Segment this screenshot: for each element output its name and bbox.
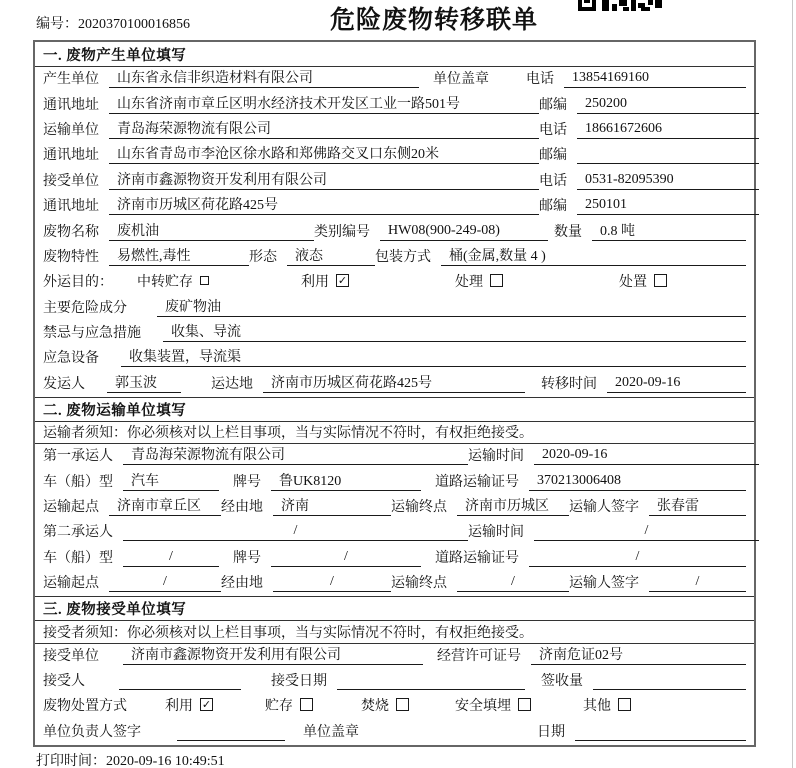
waste-name-value: 废机油 <box>109 220 314 241</box>
row-waste-character <box>35 245 754 270</box>
first-vehicle-type-value: 汽车 <box>123 470 219 491</box>
qr-code-fragment <box>578 0 662 11</box>
transporter-notice-label: 运输者须知： <box>43 426 127 442</box>
second-plate-label: 牌号 <box>233 550 261 566</box>
transport-address-label: 通讯地址 <box>43 148 99 164</box>
signed-qty-value <box>593 672 746 690</box>
receiver-phone-label: 电话 <box>539 173 567 189</box>
producer-phone-label: 电话 <box>526 72 554 88</box>
second-route-via-value: / <box>273 574 391 592</box>
sender-label: 发运人 <box>43 376 85 392</box>
row-first-route <box>35 495 754 520</box>
disposal-other-label: 其他 <box>583 698 611 714</box>
receiver-address-value: 济南市历城区荷花路425号 <box>109 194 539 215</box>
row-receiver-address <box>35 194 754 219</box>
transport-zip-value <box>577 146 759 164</box>
disposal-option-landfill <box>455 695 531 715</box>
print-time-label: 打印时间： <box>36 754 106 768</box>
checkbox-disposal-store <box>300 698 313 711</box>
row-second-carrier <box>35 520 754 545</box>
disposal-landfill-label: 安全填埋 <box>455 698 511 714</box>
receiver-unit-label: 接受单位 <box>43 173 99 189</box>
transfer-purpose-label: 外运目的： <box>43 274 113 290</box>
first-route-via-value: 济南 <box>273 495 391 516</box>
transport-phone-value: 18661672606 <box>577 121 759 139</box>
page-edge-line <box>792 0 793 768</box>
second-transport-time-value: / <box>534 523 759 541</box>
transfer-time-value: 2020-09-16 <box>607 375 746 393</box>
second-road-permit-label: 道路运输证号 <box>435 550 519 566</box>
transporter-notice-text: 你必须核对以上栏目事项，当与实际情况不符时，有权拒绝接受。 <box>127 426 533 442</box>
print-time <box>36 750 225 768</box>
page-title: 危险废物转移联单 <box>330 7 539 34</box>
first-road-permit-value: 370213006408 <box>529 473 746 491</box>
first-plate-label: 牌号 <box>233 474 261 490</box>
accept-date-value <box>337 672 525 690</box>
license-no-value: 济南危证02号 <box>531 644 746 665</box>
disposal-option-other <box>583 695 631 715</box>
row-sender <box>35 371 754 396</box>
receiver-zip-value: 250101 <box>577 197 759 215</box>
first-route-end-label: 运输终点 <box>391 500 447 516</box>
section3-header: 三. 废物接受单位填写 <box>35 596 754 621</box>
purpose-option-treat <box>455 271 503 291</box>
disposal-utilize-label: 利用 <box>165 698 193 714</box>
transport-address-value: 山东省青岛市李沧区徐水路和郑佛路交叉口东侧20米 <box>109 143 539 164</box>
first-route-start-value: 济南市章丘区 <box>109 495 221 516</box>
producer-zip-value: 250200 <box>577 96 759 114</box>
first-carrier-label: 第一承运人 <box>43 449 113 465</box>
producer-zip-label: 邮编 <box>539 97 567 113</box>
transport-phone-label: 电话 <box>539 123 567 139</box>
row-second-vehicle <box>35 545 754 570</box>
second-vehicle-type-value: / <box>123 549 219 567</box>
producer-phone-value: 13854169160 <box>564 70 746 88</box>
producer-address-value: 山东省济南市章丘区明水经济技术开发区工业一路501号 <box>109 93 539 114</box>
section1-header: 一. 废物产生单位填写 <box>35 42 754 67</box>
row-producer-address <box>35 92 754 117</box>
row-transport-unit <box>35 118 754 143</box>
waste-form-label: 形态 <box>249 249 277 265</box>
license-no-label: 经营许可证号 <box>437 648 521 664</box>
waste-qty-value: 0.8 吨 <box>592 220 746 241</box>
second-route-start-value: / <box>109 574 221 592</box>
second-carrier-sign-label: 运输人签字 <box>569 576 639 592</box>
second-transport-time-label: 运输时间 <box>468 525 524 541</box>
second-carrier-sign-value: / <box>649 574 746 592</box>
row-transfer-purpose <box>35 270 754 295</box>
transport-zip-label: 邮编 <box>539 148 567 164</box>
second-vehicle-type-label: 车（船）型 <box>43 550 113 566</box>
first-route-start-label: 运输起点 <box>43 500 99 516</box>
row-waste-name <box>35 219 754 244</box>
first-transport-time-value: 2020-09-16 <box>534 447 759 465</box>
row-hazard-component <box>35 295 754 320</box>
checkbox-utilize: ✓ <box>337 274 348 288</box>
print-time-value: 2020-09-16 10:49:51 <box>106 754 225 768</box>
signed-qty-label: 签收量 <box>541 674 583 690</box>
row-accept-unit <box>35 644 754 669</box>
document-number-label: 编号： <box>36 17 78 32</box>
destination-value: 济南市历城区荷花路425号 <box>263 372 525 393</box>
purpose-dispose-label: 处置 <box>619 274 647 290</box>
disposal-option-incinerate <box>361 695 409 715</box>
receiver-zip-label: 邮编 <box>539 199 567 215</box>
responsible-sign-value <box>177 723 285 741</box>
hazard-component-label: 主要危险成分 <box>43 300 127 316</box>
waste-character-label: 废物特性 <box>43 249 99 265</box>
row-emergency-equipment <box>35 346 754 371</box>
first-transport-time-label: 运输时间 <box>468 449 524 465</box>
sign-date-label: 日期 <box>537 724 565 740</box>
disposal-option-store <box>265 695 313 715</box>
transport-unit-label: 运输单位 <box>43 123 99 139</box>
second-carrier-value: / <box>123 523 468 541</box>
first-carrier-value: 青岛海荣源物流有限公司 <box>123 444 468 465</box>
sign-date-value <box>575 723 746 741</box>
sender-value: 郭玉波 <box>107 372 181 393</box>
section2-header: 二. 废物运输单位填写 <box>35 397 754 422</box>
receiver-address-label: 通讯地址 <box>43 199 99 215</box>
acceptor-notice-text: 你必须核对以上栏目事项，当与实际情况不符时，有权拒绝接受。 <box>127 625 533 641</box>
second-route-end-value: / <box>457 574 569 592</box>
waste-qty-label: 数量 <box>554 224 582 240</box>
first-route-end-value: 济南市历城区 <box>457 495 569 516</box>
checkbox-treat <box>490 274 503 287</box>
checkbox-disposal-landfill <box>518 698 531 711</box>
first-road-permit-label: 道路运输证号 <box>435 474 519 490</box>
first-carrier-sign-value: 张春雷 <box>649 495 746 516</box>
first-carrier-sign-label: 运输人签字 <box>569 500 639 516</box>
row-responsible-signature <box>35 720 754 745</box>
row-first-vehicle <box>35 469 754 494</box>
destination-label: 运达地 <box>211 376 253 392</box>
row-acceptor-notice <box>35 621 754 643</box>
acceptor-value <box>119 672 241 690</box>
emergency-equipment-value: 收集装置，导流渠 <box>121 346 746 367</box>
acceptor-notice-label: 接受者须知： <box>43 625 127 641</box>
taboo-measures-label: 禁忌与应急措施 <box>43 325 141 341</box>
row-transporter-notice <box>35 422 754 444</box>
waste-category-label: 类别编号 <box>314 224 370 240</box>
first-plate-value: 鲁UK8120 <box>271 470 421 491</box>
waste-name-label: 废物名称 <box>43 224 99 240</box>
responsible-sign-label: 单位负责人签字 <box>43 724 141 740</box>
checkbox-disposal-other <box>618 698 631 711</box>
row-taboo-measures <box>35 321 754 346</box>
packing-value: 桶(金属,数量 4 ) <box>441 245 746 266</box>
document-number <box>36 13 190 33</box>
first-route-via-label: 经由地 <box>221 500 263 516</box>
row-transport-address <box>35 143 754 168</box>
transfer-time-label: 转移时间 <box>541 376 597 392</box>
first-vehicle-type-label: 车（船）型 <box>43 474 113 490</box>
accept-unit-label: 接受单位 <box>43 648 99 664</box>
producer-unit-value: 山东省永信非织造材料有限公司 <box>109 67 419 88</box>
second-road-permit-value: / <box>529 549 746 567</box>
packing-label: 包装方式 <box>375 249 431 265</box>
row-second-route <box>35 571 754 596</box>
manifest-form-table <box>33 40 756 747</box>
producer-address-label: 通讯地址 <box>43 97 99 113</box>
second-route-end-label: 运输终点 <box>391 576 447 592</box>
accept-date-label: 接受日期 <box>271 674 327 690</box>
producer-unit-label: 产生单位 <box>43 72 99 88</box>
purpose-treat-label: 处理 <box>455 274 483 290</box>
disposal-method-label: 废物处置方式 <box>43 698 127 714</box>
purpose-utilize-label: 利用 <box>301 274 329 290</box>
second-route-via-label: 经由地 <box>221 576 263 592</box>
waste-form-value: 液态 <box>287 245 375 266</box>
row-acceptor <box>35 669 754 694</box>
purpose-option-dispose <box>619 271 667 291</box>
checkbox-dispose <box>654 274 667 287</box>
row-disposal-method <box>35 694 754 719</box>
second-carrier-label: 第二承运人 <box>43 525 113 541</box>
row-receiver-unit <box>35 168 754 193</box>
disposal-option-utilize <box>165 695 213 715</box>
checkbox-disposal-utilize: ✓ <box>201 698 212 712</box>
waste-character-value: 易燃性,毒性 <box>109 245 249 266</box>
disposal-store-label: 贮存 <box>265 698 293 714</box>
row-producer-unit <box>35 67 754 92</box>
purpose-option-transfer-storage <box>137 271 209 291</box>
receiver-phone-value: 0531-82095390 <box>577 172 759 190</box>
waste-category-value: HW08(900-249-08) <box>380 223 548 241</box>
transport-unit-value: 青岛海荣源物流有限公司 <box>109 118 539 139</box>
unit-seal2-label: 单位盖章 <box>303 724 359 740</box>
row-first-carrier <box>35 444 754 469</box>
second-plate-value: / <box>271 549 421 567</box>
purpose-option-utilize <box>301 271 349 291</box>
checkbox-disposal-incinerate <box>396 698 409 711</box>
disposal-incinerate-label: 焚烧 <box>361 698 389 714</box>
emergency-equipment-label: 应急设备 <box>43 351 99 367</box>
unit-seal-label: 单位盖章 <box>433 72 489 88</box>
taboo-measures-value: 收集、导流 <box>163 321 746 342</box>
checkbox-transfer-storage <box>200 276 209 285</box>
second-route-start-label: 运输起点 <box>43 576 99 592</box>
acceptor-label: 接受人 <box>43 674 85 690</box>
hazard-component-value: 废矿物油 <box>157 296 746 317</box>
accept-unit-value: 济南市鑫源物资开发利用有限公司 <box>123 644 423 665</box>
purpose-transfer-storage-label: 中转贮存 <box>137 274 193 290</box>
document-number-value: 2020370100016856 <box>78 17 190 32</box>
receiver-unit-value: 济南市鑫源物资开发利用有限公司 <box>109 169 539 190</box>
